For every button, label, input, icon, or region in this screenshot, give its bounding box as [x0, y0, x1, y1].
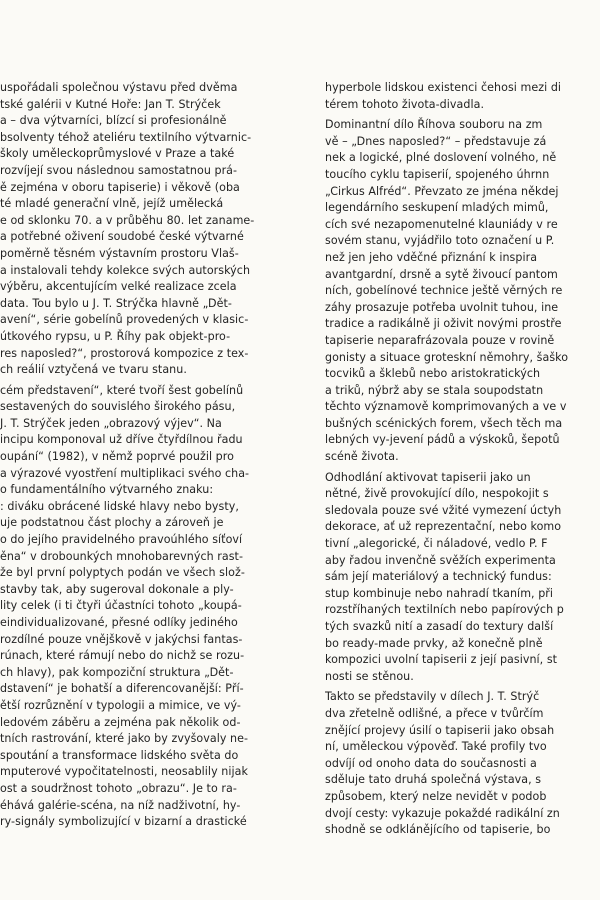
text-line: bo ready-made prvky, až konečně plně — [325, 636, 543, 650]
text-line: těchto významově komprimovaných a ve v — [325, 400, 567, 414]
text-line: a výrazové vyostření multiplikaci svého cha- — [0, 466, 250, 480]
text-line: ěna“ v drobounkých mnohobarevných rast- — [0, 549, 243, 563]
text-line: kompozici uvolní tapiserii z její pasivní, st — [325, 653, 558, 667]
text-line: rozvíjejí svou následnou samostatnou prá- — [0, 163, 238, 177]
text-line: dstavení“ je bohatší a diferencovanější: Pří- — [0, 682, 244, 696]
text-line: legendárního seskupení mladých mimů, — [325, 201, 549, 215]
text-line: cém představení“, které tvoří šest gobelínů — [0, 383, 244, 397]
text-line: tivní „alegorické, či náladové, vedlo P. F — [325, 537, 548, 551]
text-line: znějící projevy úsilí o tapiserii jako obsah — [325, 723, 555, 737]
text-line: nosti se stěnou. — [325, 669, 414, 683]
text-line: bsolventy téhož ateliéru textilního výtvarnic- — [0, 130, 252, 144]
text-line: uje podstatnou část plochy a zároveň je — [0, 516, 224, 530]
text-line: lity celek (i ti čtyři účastníci tohoto „koupá- — [0, 599, 242, 613]
text-line: odvíjí od onoho data do současnosti a — [325, 756, 537, 770]
text-column-left — [0, 80, 300, 831]
text-line: sledovala pouze své vžité vymezení úctyh — [325, 503, 562, 517]
text-line: vě – „Dnes naposled?“ – představuje zá — [325, 134, 547, 148]
text-line: e od sklonku 70. a v průběhu 80. let zaname- — [0, 213, 255, 227]
text-line: tých svazků nití a zasadí do textury další — [325, 620, 554, 633]
text-line: výběru, akcentujícím velké realizace zcela — [0, 280, 237, 294]
text-line: avení“, série gobelínů provedených v klasic- — [0, 313, 249, 327]
text-line: nek a logické, plné doslovení volného, ně — [325, 151, 557, 165]
text-line: res naposled?“, prostorová kompozice z tex- — [0, 346, 249, 360]
text-line: a – dva výtvarníci, blízcí si profesionálně — [0, 114, 227, 128]
text-line: eindividualizované, přesné odlíky jediného — [0, 616, 238, 629]
text-line: dvojí cesty: vykazuje pokaždé radikální zn — [325, 806, 560, 820]
text-line: mputerové vypočitatelnosti, neosablily nijak — [0, 765, 248, 779]
text-line: Dominantní dílo Říhova souboru na zm — [325, 118, 543, 132]
text-line: stavby tak, aby sugeroval dokonale a ply- — [0, 582, 234, 596]
text-line: toucího cyklu tapiserií, spojeného úhrnn — [325, 167, 550, 181]
text-line: dekorace, ať už reprezentační, nebo komo — [325, 520, 562, 534]
text-line: sám její materiálový a technický fundus: — [325, 570, 552, 584]
text-line: scéně života. — [325, 450, 399, 464]
text-line: té mladé generační vlně, jejíž umělecká — [0, 197, 224, 211]
text-line: éhává galérie-scéna, na níž nadživotní, hy- — [0, 798, 241, 812]
text-line: J. T. Strýček jeden „obrazový výjev“. Na — [0, 416, 222, 430]
text-line: způsobem, který nelze nevidět v podob — [325, 789, 547, 803]
text-line: ní, uměleckou výpověď. Také profily tvo — [325, 740, 547, 754]
text-line: o fundamentálního výtvarného znaku: — [0, 483, 214, 497]
text-line: dva zřetelně odlišné, a přece v tvůrčím — [325, 706, 544, 720]
text-line: a potřebné oživení soudobé české výtvarné — [0, 230, 244, 244]
text-line: shodně se odklánějícího od tapiserie, bo — [325, 823, 551, 837]
text-line: sestavených do souvislého širokého pásu, — [0, 400, 236, 414]
text-line: rozstříhaných textilních nebo papírových p — [325, 603, 564, 617]
text-line: gonisty a situace groteskní němohry, šaško — [325, 350, 569, 364]
text-line: než jen jeho vděčné přiznání k inspira — [325, 250, 538, 264]
text-line: ry-signály symbolizující v bizarní a drastické — [0, 815, 247, 829]
text-line: o do jejího pravidelného pravoúhlého síťoví — [0, 533, 243, 547]
text-line: Odhodlání aktivovat tapiserii jako un — [325, 470, 531, 484]
text-line: školy uměleckoprůmyslové v Praze a také — [0, 147, 235, 161]
text-line: tocviků a šklebů nebo aristokratických — [325, 367, 541, 381]
text-column-right — [325, 80, 600, 839]
text-line: uspořádali společnou výstavu před dvěma — [0, 81, 238, 94]
text-line: sovém stanu, vyjádřilo toto označení u P. — [325, 234, 555, 248]
text-line: hyperbole lidskou existenci čehosi mezi di — [325, 81, 562, 94]
text-line: incipu komponoval už dříve čtyřdílnou řadu — [0, 433, 243, 447]
text-line: nětné, živě provokující dílo, nespokojit s — [325, 487, 549, 501]
text-line: tapiserie neparafrázovala pouze v rovině — [325, 333, 555, 347]
text-line: útkového rypsu, u P. Říhy pak objekt-pro- — [0, 329, 231, 343]
text-line: rozdílné pouze vnějškově v jakýchsi fantas- — [0, 632, 243, 646]
text-line: ch hlavy), pak kompoziční struktura „Dět- — [0, 665, 234, 679]
text-line: ních, gobelínové technice ještě věrných re — [325, 284, 563, 298]
text-line: ledovém záběru a zejména pak několik od- — [0, 715, 241, 729]
text-line: oupání“ (1982), v němž poprvé použil pro — [0, 450, 234, 464]
text-line: lebných vy-jevení pádů a výskoků, šepotů — [325, 433, 560, 447]
text-line: sděluje tato druhá společná výstava, s — [325, 773, 542, 787]
text-line: spoutání a transformace lidského světa do — [0, 748, 239, 762]
text-line: Takto se představily v dílech J. T. Strýč — [325, 690, 540, 704]
text-line: tních rastrování, které jako by zvyšovaly ne- — [0, 732, 249, 746]
text-line: avantgardní, drsně a sytě živoucí pantom — [325, 267, 558, 281]
text-line: a triků, nýbrž aby se stala soupodstatn — [325, 383, 544, 397]
text-line: bušných scénických forem, všech těch ma — [325, 416, 563, 430]
text-line: cích své nezapomenutelné klauniády v re — [325, 217, 558, 231]
text-line: poměrně těsném výstavním prostoru Vlaš- — [0, 246, 239, 260]
text-line: ch reálií vztyčená ve tvaru stanu. — [0, 363, 187, 377]
text-line: : diváku obrácené lidské hlavy nebo bysty, — [0, 499, 239, 513]
text-line: rúnach, které rámují nebo do nichž se rozu- — [0, 649, 245, 663]
text-line: a instalovali tehdy kolekce svých autorských — [0, 263, 251, 277]
text-line: záhy prosazuje potřeba uvolnit tuhou, ine — [325, 300, 559, 314]
text-line: ost a soudržnost tohoto „obrazu“. Je to ra- — [0, 781, 237, 795]
text-line: tské galérii v Kutné Hoře: Jan T. Strýček — [0, 97, 221, 111]
text-line: aby řadou invenčně svěžích experimenta — [325, 553, 556, 567]
text-line: ě zejména v oboru tapiserie) i věkově (oba — [0, 180, 240, 194]
text-line: tradice a radikálně ji oživit novými prostře — [325, 317, 562, 331]
text-line: térem tohoto života-divadla. — [325, 97, 485, 111]
text-line: že byl první polyptych podán ve všech slož- — [0, 566, 245, 580]
text-line: ětší rozrůznění v typologii a mimice, ve vý- — [0, 698, 241, 712]
text-line: stup kombinuje nebo nahradí tkaním, při — [325, 586, 554, 600]
text-line: „Cirkus Alfréd“. Převzato ze jména někdej — [325, 184, 559, 198]
text-line: data. Tou bylo u J. T. Strýčka hlavně „Dět- — [0, 296, 232, 310]
